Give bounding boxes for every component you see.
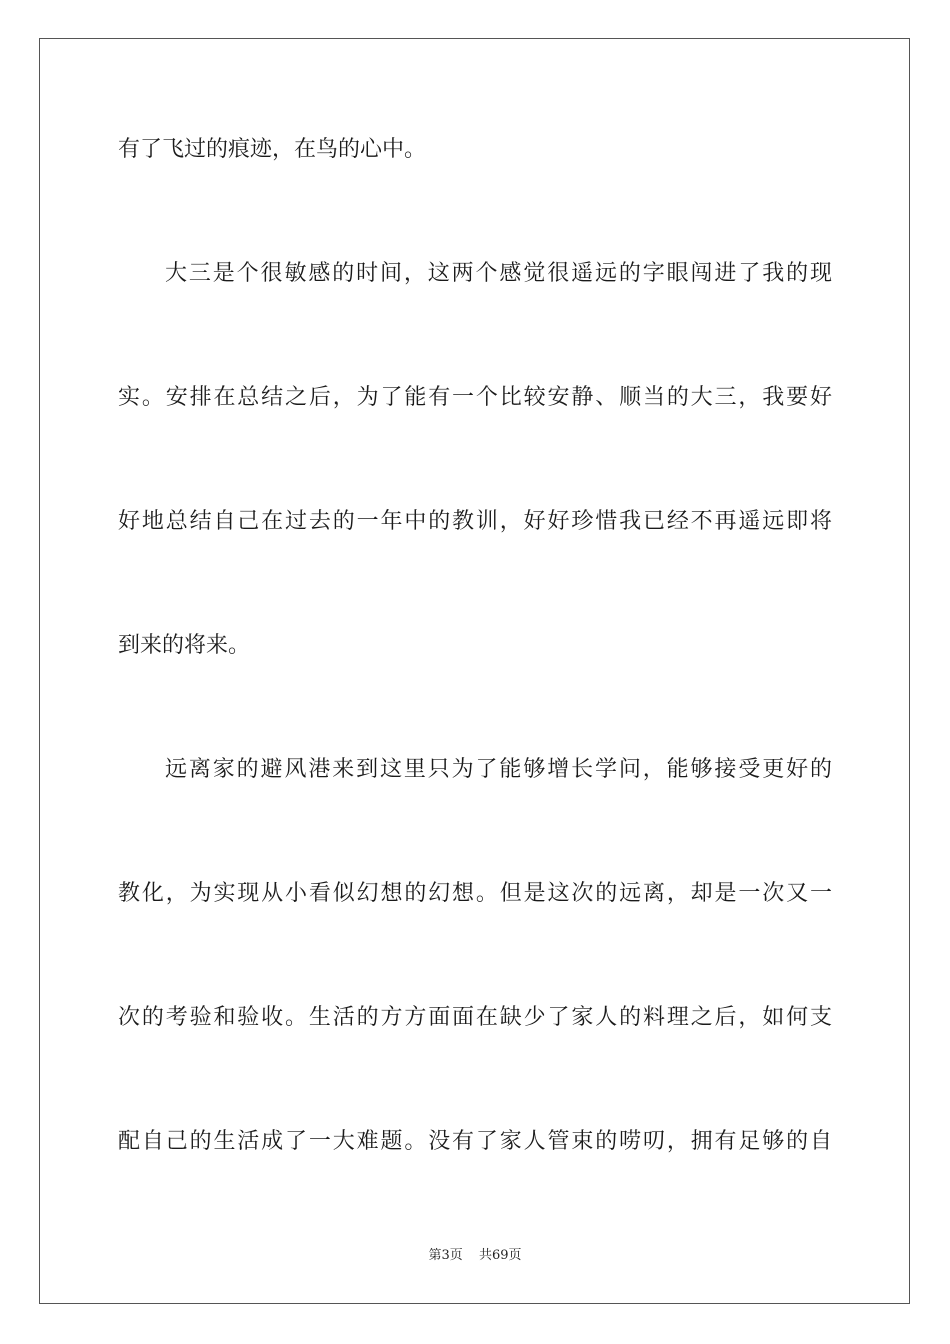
paragraph-line-1: 大三是个很敏感的时间，这两个感觉很遥远的字眼闯进了我的现: [165, 261, 832, 286]
text-line-1: 有了飞过的痕迹，在鸟的心中。: [118, 137, 427, 162]
paragraph-line-2: 实。安排在总结之后，为了能有一个比较安静、顺当的大三，我要好: [118, 385, 832, 410]
paragraph-line-4: 到来的将来。: [118, 633, 251, 658]
page-total: 共69页: [478, 1248, 522, 1263]
paragraph-line-3: 好地总结自己在过去的一年中的教训，好好珍惜我已经不再遥远即将: [118, 509, 832, 534]
page-number: 第3页: [428, 1248, 463, 1263]
paragraph-line-8: 配自己的生活成了一大难题。没有了家人管束的唠叨，拥有足够的自: [118, 1129, 832, 1154]
paragraph-line-5: 远离家的避风港来到这里只为了能够增长学问，能够接受更好的: [165, 757, 832, 782]
paragraph-line-7: 次的考验和验收。生活的方方面面在缺少了家人的料理之后，如何支: [118, 1005, 832, 1030]
page-border: [39, 38, 910, 1304]
paragraph-line-6: 教化，为实现从小看似幻想的幻想。但是这次的远离，却是一次又一: [118, 881, 832, 906]
page-footer: [0, 1248, 950, 1264]
